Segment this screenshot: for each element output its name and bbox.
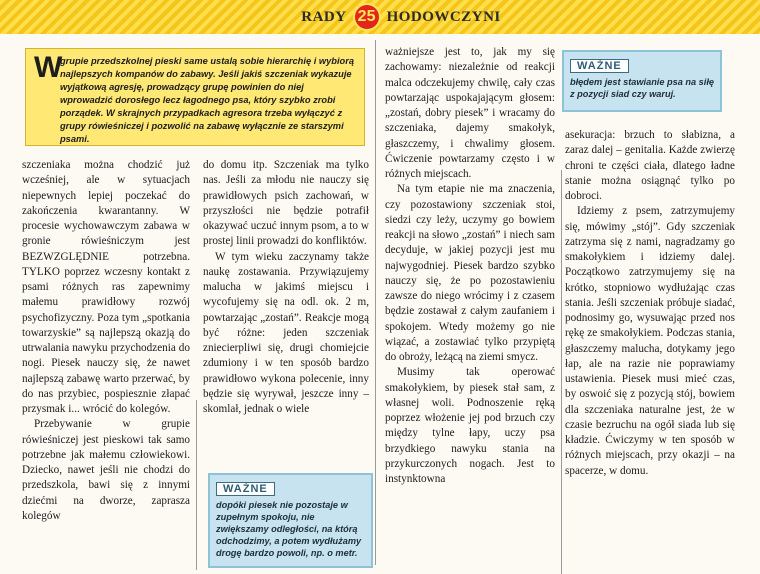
header-title-right: HODOWCZYNI	[386, 8, 501, 25]
paragraph: Musimy tak operować smakołykiem, by piesek stał sam, z własnej woli. Podnoszenie ręką poprzez włożenie jej pod brzuch czy między tylne łapy, uczy psa brzydkiego nawyku stania na przykurczonych nogach. Jest to instynktowna	[385, 366, 555, 485]
column-divider	[196, 400, 197, 570]
header-title-left: RADY	[301, 8, 347, 25]
paragraph: Na tym etapie nie ma znaczenia, czy pozostawiony szczeniak stoi, siedzi czy leży, uczymy go bowiem reakcji na słowo „zostań” i niech sam decyduje, w jakiej pozycji jest mu najwygodniej. Piesek bardzo szybko nauczy się, że po pozostawieniu zawsze do niego wrócimy i z czasem będzie zostawał z całym zaufaniem i spokojem. Wtedy możemy go nie wiązać, a zostawiać tylko przypiętą do obroży, leżącą na ziemi smycz.	[385, 183, 555, 363]
column-2	[203, 158, 369, 458]
intro-dropcap: W	[34, 51, 63, 84]
column-divider	[561, 170, 562, 574]
column-4	[565, 128, 735, 568]
paragraph: szczeniaka można chodzić już wcześniej, ale w sytuacjach niepewnych lepiej poczekać do zakończenia kwarantanny. W procesie wychowawczym zabawa w gronie rówieśniczym jest BEZWZGLĘDNIE potrzebna. TYLKO poprzez wczesny kontakt z psami różnych ras zapewnimy małemu prawidłowy rozwój psychofizyczny. Poza tym „spotkania towarzyskie” są najlepszą okazją do utrwalania nawyku przychodzenia do nogi. Piesek nauczy się, że nawet najlepszą zabawę warto przerwać, by do nas przybiec, pospiesznie złapać przysmak i... wrócić do kolegów.	[22, 159, 190, 415]
page-number-badge: 25	[353, 3, 381, 31]
paragraph: ważniejsze jest to, jak my się zachowamy: niezależnie od reakcji malca odczekujemy chwilę, cały czas powtarzając uspokajającym głosem: „zostań, dobry piesek” i wracamy do szczeniaka, dajemy smakołyk, głaszczemy, i chwalimy głosem. Ćwiczenie powtarzamy często i w różnych miejscach.	[385, 46, 555, 180]
paragraph: do domu itp. Szczeniak ma tylko nas. Jeśli za młodu nie nauczy się prawidłowych psich zachowań, w przyszłości nie będzie potrafił okazywać uczuć innym psom, a to w prostej linii prowadzi do konfliktów.	[203, 159, 369, 248]
tip-box-important	[562, 50, 722, 112]
column-1	[22, 158, 190, 568]
paragraph: Przebywanie w grupie rówieśniczej jest pieskowi tak samo potrzebne jak małemu człowiekowi. Dziecko, nawet jeśli nie chodzi do przedszkola, bawi się z innymi dziećmi na dworze, zaprasza kolegów	[22, 418, 190, 522]
column-divider	[375, 40, 376, 565]
paragraph: asekuracja: brzuch to słabizna, a zaraz dalej – genitalia. Każde zwierzę chroni te części ciała, dlatego ładne stanie można osiągnąć tylko po dobroci.	[565, 129, 735, 202]
section-header	[296, 4, 506, 30]
tip-box-title: WAŻNE	[216, 482, 275, 496]
paragraph: Idziemy z psem, zatrzymujemy się, mówimy „stój”. Gdy szczeniak zatrzyma się z nami, nagradzamy go smakołykiem i idziemy dalej. Początkowo zatrzymujemy się na krótko, stopniowo wydłużając czas stania. Jeśli szczeniak próbuje siadać, podnosimy go, wysuwając przed nos rękę ze smakołykiem. Podczas stania, głaszczemy malucha, dotykamy jego łap, ale na razie nie poprawiamy ustawienia. Piesek musi mieć czas, by oswoić się z pozycją stój, bowiem dla szczeniaka naturalne jest, że w czasie bezruchu na ogół siada lub się kładzie. Ćwiczymy w ten sposób w różnych miejscach, przy okazji – na spacerze, w domu.	[565, 205, 735, 477]
column-3	[385, 45, 555, 570]
intro-box	[25, 48, 365, 146]
tip-box-text: dopóki piesek nie pozostaje w zupełnym spokoju, nie zwiększamy odległości, na którą odchodzimy, a potem wydłużamy drogę bardzo powoli, np. o metr.	[216, 500, 362, 558]
intro-text: grupie przedszkolnej pieski same ustalą sobie hierarchię i wybiorą najlepszych kompanów do zabawy. Jeśli jakiś szczeniak wykazuje wyjątkową agresję, prowadzący grupę powinien do niej wprowadzić dorosłego lecz łagodnego psa, który szybko zrobi porządek. W skrajnych przypadkach agresora trzeba wyłączyć z grupy rówieśniczej i pozwolić na zabawę wyłącznie ze starszymi psami.	[60, 56, 354, 144]
tip-box-text: błędem jest stawianie psa na siłę z pozycji siad czy waruj.	[570, 77, 714, 99]
paragraph: W tym wieku zaczynamy także naukę zostawania. Przywiązujemy malucha w jakimś miejscu i wycofujemy się na odl. ok. 2 m, powtarzając „zostań”. Reakcje mogą być różne: jeden szczeniak zniecierpliwi się, drugi chomiejcie zdumiony i w ten sposób bardzo prawidłowo wykona polecenie, inny będzie się wyrywał, jeszcze inny – skomlał, jednak o wiele	[203, 250, 369, 415]
tip-box-important	[208, 473, 373, 568]
tip-box-title: WAŻNE	[570, 59, 629, 73]
